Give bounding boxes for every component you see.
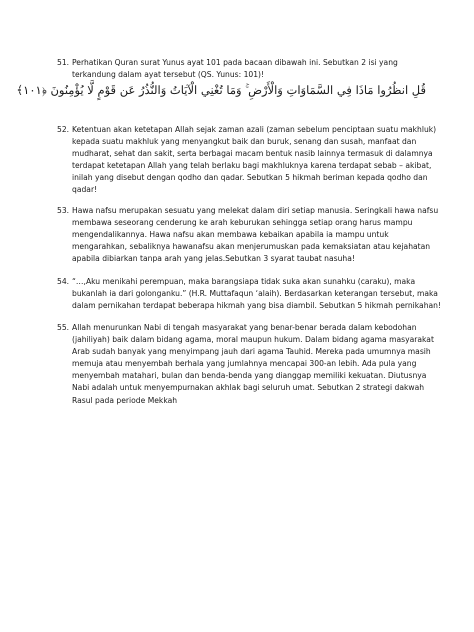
question-text-line: memuja atau menyembah berhala yang jumlahnya mencapai 300-an lebih. Ada pula yang (72, 359, 417, 369)
question-text-line: apabila dibiarkan tanpa arah yang jelas.Sebutkan 3 syarat taubat nasuha! (72, 254, 355, 264)
question-text-line: Hawa nafsu merupakan sesuatu yang melekat dalam diri setiap manusia. Seringkali hawa nafsu (72, 206, 439, 215)
question-text-line: kepada suatu makhluk yang menyangkut baik dan buruk, senang dan susah, manfaat dan (72, 137, 417, 147)
question-52 (57, 124, 437, 197)
question-text-line: mengendalikannya. Hawa nafsu akan membawa kebaikan apabila ia mampu untuk (72, 230, 389, 240)
question-number: 54. (57, 277, 70, 286)
question-number: 55. (57, 323, 70, 332)
question-number: 52. (57, 125, 70, 134)
question-text-line: Allah menurunkan Nabi di tengah masyarakat yang benar-benar berada dalam kebodohan (72, 323, 417, 332)
question-text-line: membawa seseorang cenderung ke arah keburukan sehingga setiap orang harus mampu (72, 218, 413, 228)
question-number: 53. (57, 206, 70, 215)
question-text-line: “…,Aku menikahi perempuan, maka barangsiapa tidak suka akan sunahku (caraku), maka (72, 277, 416, 286)
question-text-line: Nabi adalah untuk menyempurnakan akhlak bagi seluruh umat. Sebutkan 2 strategi dakwah (72, 383, 425, 393)
question-text-line: mengarahkan, sebaliknya hawanafsu akan menjerumuskan pada kemaksiatan atau kejahatan (72, 242, 431, 252)
question-text-line: Arab sudah banyak yang menyimpang jauh dari agama Tauhid. Mereka pada umumnya masih (72, 347, 431, 357)
question-text-line: inilah yang disebut dengan qodho dan qadar. Sebutkan 5 hikmah beriman kepada qodho dan (72, 173, 428, 183)
question-text-line: Ketentuan akan ketetapan Allah sejak zaman azali (zaman sebelum penciptaan suatu makhluk) (72, 125, 437, 134)
question-number: 51. (57, 58, 70, 67)
question-text-line: qadar! (72, 185, 98, 195)
question-55 (57, 322, 434, 407)
question-text-line: terkandung dalam ayat tersebut (QS. Yunus: 101)! (72, 70, 265, 80)
question-53 (57, 205, 439, 265)
question-text-line: mudharat, sehat dan sakit, serta berbagai macam bentuk nasib lainnya termasuk di dalamnya (72, 149, 433, 159)
question-51 (16, 57, 430, 98)
question-text-line: bukanlah ia dari golonganku.” (H.R. Muttafaqun ‘alaih). Berdasarkan keterangan tersebut, maka (72, 289, 438, 299)
question-text-line: terdapat ketetapan Allah yang telah berlaku bagi makhluknya karena terdapat sebab – akibat, (72, 161, 432, 171)
question-text-line: Perhatikan Quran surat Yunus ayat 101 pada bacaan dibawah ini. Sebutkan 2 isi yang (72, 58, 398, 67)
question-text-line: (jahiliyah) baik dalam bidang agama, moral maupun hukum. Dalam bidang agama masyarakat (72, 335, 434, 345)
question-54 (57, 276, 442, 312)
question-text-line: Rasul pada periode Mekkah (72, 395, 178, 405)
question-text-line: menyembah matahari, bulan dan benda-benda yang dianggap memiliki kekuatan. Diutusnya (72, 371, 427, 381)
question-text-line: dalam pernikahan terdapat beberapa hikmah yang bisa diambil. Sebutkan 5 hikmah pernikahan! (72, 301, 442, 311)
arabic-verse: قُلِ انظُرُوا مَاذَا فِي السَّمَاوَاتِ وَالْأَرْضِ ۚ وَمَا تُغْنِي الْآيَاتُ وَالنُّذُرُ عَن قَوْمٍ لَّا يُؤْمِنُونَ ﴿١٠١﴾ (16, 83, 426, 98)
